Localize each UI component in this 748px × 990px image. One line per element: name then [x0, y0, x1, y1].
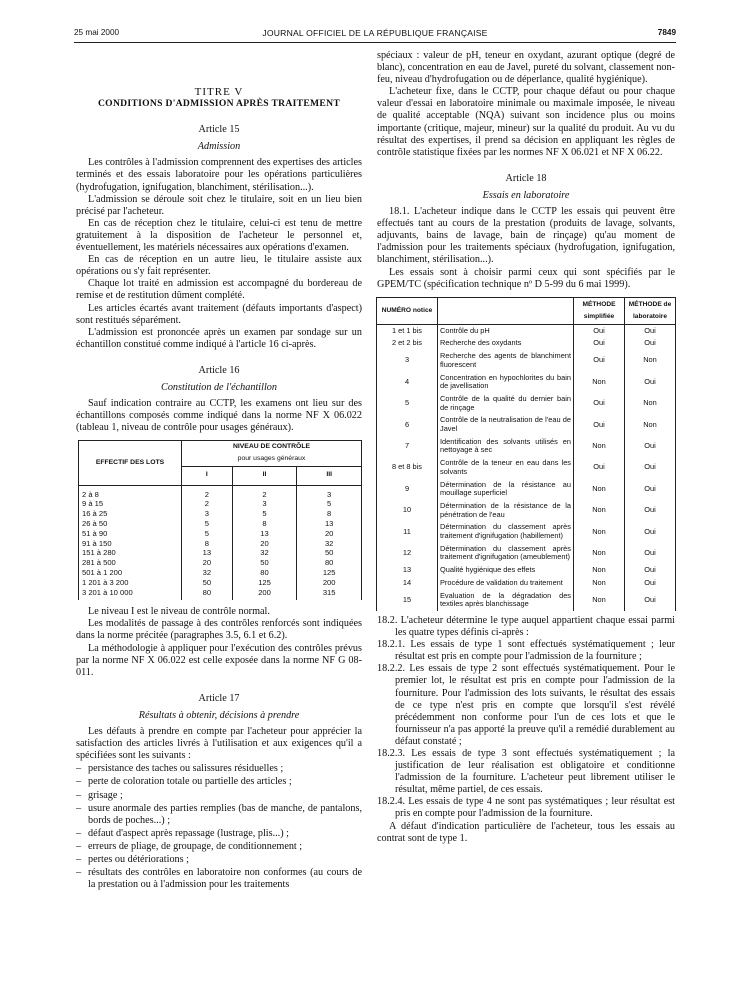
test-label: Concentration en hypochlorites du bain de javellisation	[438, 372, 574, 393]
after-table-paragraphs	[76, 606, 362, 679]
dash-marker: –	[76, 763, 82, 775]
table-row	[377, 372, 676, 393]
level-iii-value: 32	[297, 539, 362, 549]
titre-heading: TITRE V	[194, 86, 244, 98]
nqa-paragraph: L'acheteur fixe, dans le CCTP, pour chaque défaut ou pour chaque valeur d'essai en laboratoire minimale ou maximale imposée, le niveau de qualité acceptable (NQA) suivant son incidence plus ou moins importante (critique, majeur, mineur) sur la qualité du produit. Au vu du résultat des expertises, il prend sa décision en appliquant les règles de contrôle statistique fixées par les normes NF X 06.021 et NF X 06.22.	[377, 86, 675, 158]
table-row	[377, 521, 676, 542]
item-text: Les essais de type 3 sont effectués systématiquement ; la justification de leur réalisation est obligatoire et conditionne l'admission de la fourniture. L'acheteur peut librement utiliser le résultat, même partiel, de ces essais.	[395, 748, 676, 796]
lab-method-value: Oui	[625, 521, 676, 542]
header-date: 25 mai 2000	[74, 28, 120, 37]
right-column	[377, 50, 675, 845]
notice-number: 14	[377, 577, 438, 590]
numbered-item	[377, 748, 675, 796]
after-table-paragraph: Le niveau I est le niveau de contrôle normal.	[88, 606, 270, 618]
level-i-value: 2	[182, 485, 233, 499]
lot-range: 26 à 50	[79, 519, 182, 529]
level-ii-value: 8	[232, 519, 297, 529]
article-15-title: Article 15	[198, 124, 240, 136]
level-ii-value: 20	[232, 539, 297, 549]
level-i-value: 50	[182, 578, 233, 588]
level-iii-value: 3	[297, 485, 362, 499]
lot-range: 51 à 90	[79, 529, 182, 539]
notice-number: 6	[377, 414, 438, 435]
simplified-method-value: Non	[574, 372, 625, 393]
list-item-text: erreurs de pliage, de groupage, de conditionnement ;	[88, 840, 303, 852]
lab-method-value: Oui	[625, 436, 676, 457]
simplified-method-value: Oui	[574, 337, 625, 350]
test-label: Evaluation de la dégradation des textiles après blanchissage	[438, 590, 574, 611]
table-row	[377, 436, 676, 457]
item-number: 18.2.	[377, 614, 398, 626]
dash-marker: –	[76, 802, 82, 814]
table-row	[79, 529, 362, 539]
dash-marker: –	[76, 827, 82, 839]
after-table-paragraph: La méthodologie à appliquer pour l'exécution des contrôles prévus par la norme NF X 06.022 est celle exposée dans la norme NF G 08-011.	[76, 642, 362, 678]
col-niveau-label: NIVEAU DE CONTRÔLE	[232, 443, 311, 451]
lab-method-value: Oui	[625, 372, 676, 393]
item-number: 18.2.1.	[377, 639, 406, 651]
table-row	[377, 393, 676, 414]
col-niveau	[182, 441, 362, 466]
level-ii: II	[232, 466, 297, 485]
list-item-text: résultats des contrôles en laboratoire non conformes (au cours de la prestation ou à l'admission pour les traitements	[88, 867, 362, 891]
item-text: Les essais de type 2 sont effectués systématiquement. Pour le premier lot, le résultat est pris en compte pour l'admission de la fourniture. Pour l'admission des lots suivants, le résultat des essais de ce type n'est pris en compte que lorsqu'il s'est révélé précédemment non conforme pour l'un de ces lots et que le fournisseur n'a pas apporté la preuve qu'il a remédié durablement au défaut constaté ;	[395, 663, 676, 747]
lab-method-value: Oui	[625, 564, 676, 577]
item-number: 18.2.4.	[377, 796, 406, 808]
lot-range: 16 à 25	[79, 509, 182, 519]
list-item	[76, 854, 362, 866]
item-text: L'acheteur détermine le type auquel appartient chaque essai parmi les quatre types définis ci-après :	[395, 614, 676, 639]
continued-paragraph: spéciaux : valeur de pH, teneur en oxydant, azurant optique (degré de blanc), concentration en eau de Javel, pureté du solvant, classement non-feu, niveau d'hydrofugation ou de déperlance, qualité hygiénique).	[377, 50, 675, 86]
simplified-method-value: Non	[574, 590, 625, 611]
list-item	[76, 790, 362, 802]
numbered-item	[377, 663, 675, 748]
numbered-item	[377, 639, 675, 663]
level-ii-value: 32	[232, 548, 297, 558]
list-item-text: grisage ;	[88, 789, 123, 801]
test-label: Contrôle du pH	[438, 324, 574, 337]
article-15-body	[76, 157, 362, 351]
level-iii-value: 20	[297, 529, 362, 539]
notice-number: 4	[377, 372, 438, 393]
notice-number: 8 et 8 bis	[377, 457, 438, 478]
list-item	[76, 776, 362, 788]
lab-tests-table	[376, 297, 676, 611]
col-numero: NUMÉRO notice	[377, 297, 438, 324]
article-18-subtitle: Essais en laboratoire	[482, 189, 570, 201]
dash-marker: –	[76, 853, 82, 865]
level-i-value: 5	[182, 529, 233, 539]
test-label: Détermination de la résistance de la pénétration de l'eau	[438, 500, 574, 521]
sample-size-table	[78, 440, 362, 600]
table-row	[79, 499, 362, 509]
level-i: I	[182, 466, 233, 485]
list-item-text: défaut d'aspect après repassage (lustrage, plis...) ;	[88, 827, 289, 839]
notice-number: 10	[377, 500, 438, 521]
simplified-method-value: Non	[574, 577, 625, 590]
level-ii-value: 5	[232, 509, 297, 519]
list-item-text: perte de coloration totale ou partielle des articles ;	[88, 776, 292, 788]
list-item-text: persistance des taches ou salissures résiduelles ;	[88, 763, 284, 775]
lot-range: 3 201 à 10 000	[79, 588, 182, 601]
notice-number: 9	[377, 479, 438, 500]
article-15-paragraph: En cas de réception en un autre lieu, le titulaire assiste aux opérations ou s'y fait représenter.	[76, 254, 362, 278]
table-row	[79, 558, 362, 568]
article-18-body	[377, 206, 675, 291]
lab-method-value: Oui	[625, 457, 676, 478]
article-15-paragraph: Chaque lot traité en admission est accompagné du bordereau de remise et de restitution dûment complété.	[76, 278, 362, 302]
level-i-value: 80	[182, 588, 233, 601]
simplified-method-value: Non	[574, 564, 625, 577]
list-item	[76, 828, 362, 840]
test-label: Détermination de la résistance au mouillage superficiel	[438, 479, 574, 500]
level-i-value: 20	[182, 558, 233, 568]
notice-number: 5	[377, 393, 438, 414]
table-row	[79, 568, 362, 578]
article-15-paragraph: En cas de réception chez le titulaire, celui-ci est tenu de mettre gratuitement à la disposition de l'acheteur le personnel et, éventuellement, les matériels nécessaires aux opérations d'examen.	[76, 217, 362, 254]
after-table-paragraph: Les modalités de passage à des contrôles renforcés sont indiquées dans la norme précitée (paragraphes 3.5, 6.1 et 6.2).	[76, 618, 362, 642]
simplified-method-value: Oui	[574, 393, 625, 414]
test-label: Contrôle de la neutralisation de l'eau de Javel	[438, 414, 574, 435]
table-row	[377, 577, 676, 590]
table-row	[377, 590, 676, 611]
col-effectif: EFFECTIF DES LOTS	[79, 441, 182, 485]
lab-method-value: Non	[625, 414, 676, 435]
list-item	[76, 867, 362, 891]
notice-number: 15	[377, 590, 438, 611]
level-i-value: 2	[182, 499, 233, 509]
level-i-value: 32	[182, 568, 233, 578]
level-ii-value: 3	[232, 499, 297, 509]
table-row	[377, 543, 676, 564]
defects-list	[76, 763, 362, 891]
page-header	[74, 28, 676, 42]
level-ii-value: 13	[232, 529, 297, 539]
final-paragraph: A défaut d'indication particulière de l'acheteur, tous les essais au contrat sont de type 1.	[377, 820, 675, 844]
notice-number: 1 et 1 bis	[377, 324, 438, 337]
simplified-method-value: Oui	[574, 414, 625, 435]
lab-method-value: Oui	[625, 500, 676, 521]
article-15-paragraph: L'admission est prononcée après un examen par sondage sur un échantillon constitué comme indiqué à l'article 16 ci-après.	[76, 326, 362, 350]
level-ii-value: 200	[232, 588, 297, 601]
test-label: Recherche des oxydants	[438, 337, 574, 350]
level-i-value: 13	[182, 548, 233, 558]
notice-number: 13	[377, 564, 438, 577]
lab-method-value: Oui	[625, 543, 676, 564]
item-number: 18.2.3.	[377, 748, 406, 759]
table-row	[377, 414, 676, 435]
article-18-paragraph: 18.1. L'acheteur indique dans le CCTP les essais qui peuvent être effectués tant au cours de la prestation (produits de lavage, solvants, adjuvants, bains de lavage, bain de rinçage) qu'au moment de l'admission pour les traitements spéciaux (hydrofugation, ignifugation, blanchiment, stérilisation...).	[377, 206, 675, 266]
lot-range: 9 à 15	[79, 499, 182, 509]
list-item	[76, 841, 362, 853]
header-page-number: 7849	[657, 28, 676, 37]
article-16-title: Article 16	[198, 364, 240, 376]
notice-number: 7	[377, 436, 438, 457]
test-types-list	[377, 615, 675, 821]
lab-method-value: Oui	[625, 590, 676, 611]
dash-marker: –	[76, 840, 82, 852]
level-iii: III	[297, 466, 362, 485]
notice-number: 2 et 2 bis	[377, 337, 438, 350]
dash-marker: –	[76, 776, 82, 788]
header-rule	[74, 42, 676, 43]
dash-marker: –	[76, 867, 82, 879]
level-ii-value: 125	[232, 578, 297, 588]
table-row	[377, 564, 676, 577]
article-16-paragraph: Sauf indication contraire au CCTP, les examens ont lieu sur des échantillons composés comme indiqué dans la norme NF X 06.022 (tableau 1, niveau de contrôle pour usages généraux).	[76, 398, 362, 434]
list-item	[76, 763, 362, 775]
lab-method-value: Oui	[625, 337, 676, 350]
table-row	[79, 485, 362, 499]
test-label: Détermination du classement après traitement d'ignifugation (habillement)	[438, 521, 574, 542]
simplified-method-value: Non	[574, 479, 625, 500]
table-row	[377, 324, 676, 337]
lab-method-value: Oui	[625, 324, 676, 337]
lot-range: 2 à 8	[79, 485, 182, 499]
simplified-method-value: Oui	[574, 457, 625, 478]
article-17-paragraph: Les défauts à prendre en compte par l'acheteur pour apprécier la satisfaction des articles livrés à l'utilisation et aux exigences qu'il a spécifiées sont les suivants :	[76, 726, 362, 762]
lot-range: 501 à 1 200	[79, 568, 182, 578]
titre-subheading: CONDITIONS D'ADMISSION APRÈS TRAITEMENT	[97, 98, 341, 110]
col-essai	[438, 297, 574, 324]
list-item-text: usure anormale des parties remplies (bas de manche, de pantalons, bords de poches...) ;	[88, 802, 362, 826]
item-text: Les essais de type 1 sont effectués systématiquement ; leur résultat est pris en compte pour l'admission de la fourniture ;	[395, 639, 676, 663]
article-16-subtitle: Constitution de l'échantillon	[161, 381, 277, 393]
notice-number: 12	[377, 543, 438, 564]
table-row	[79, 519, 362, 529]
lab-method-value: Non	[625, 393, 676, 414]
article-15-paragraph: Les contrôles à l'admission comprennent des expertises des articles terminés et des essais laboratoire pour les opérations particulières (hydrofugation, ignifugation, blanchiment, stérilisation...).	[76, 157, 362, 193]
table-row	[377, 337, 676, 350]
lab-method-value: Oui	[625, 479, 676, 500]
col-simplifiee: MÉTHODE simplifiée	[574, 297, 625, 324]
level-iii-value: 315	[297, 588, 362, 601]
test-label: Identification des solvants utilisés en nettoyage à sec	[438, 436, 574, 457]
col-niveau-sublabel: pour usages généraux	[237, 455, 306, 463]
table-row	[377, 457, 676, 478]
level-i-value: 3	[182, 509, 233, 519]
numbered-item	[377, 796, 675, 820]
simplified-method-value: Oui	[574, 350, 625, 371]
left-column	[76, 50, 362, 892]
table-row	[377, 500, 676, 521]
numbered-item	[377, 615, 675, 639]
simplified-method-value: Non	[574, 543, 625, 564]
notice-number: 3	[377, 350, 438, 371]
level-i-value: 5	[182, 519, 233, 529]
article-18-paragraph: Les essais sont à choisir parmi ceux qui sont spécifiés par le GPEM/TC (spécification technique nº D 5-99 du 6 mai 1999).	[377, 266, 675, 290]
lot-range: 151 à 280	[79, 548, 182, 558]
level-ii-value: 50	[232, 558, 297, 568]
lot-range: 1 201 à 3 200	[79, 578, 182, 588]
list-item	[76, 803, 362, 827]
article-15-paragraph: L'admission se déroule soit chez le titulaire, soit en un lieu bien précisé par l'acheteur.	[76, 193, 362, 217]
table-row	[377, 479, 676, 500]
simplified-method-value: Non	[574, 521, 625, 542]
simplified-method-value: Oui	[574, 324, 625, 337]
list-item-text: pertes ou détériorations ;	[88, 853, 189, 865]
lab-method-value: Non	[625, 350, 676, 371]
test-label: Recherche des agents de blanchiment fluorescent	[438, 350, 574, 371]
level-iii-value: 80	[297, 558, 362, 568]
test-label: Contrôle de la teneur en eau dans les solvants	[438, 457, 574, 478]
level-ii-value: 80	[232, 568, 297, 578]
lab-method-value: Oui	[625, 577, 676, 590]
col-laboratoire: MÉTHODE de laboratoire	[625, 297, 676, 324]
table-row	[79, 578, 362, 588]
table-row	[377, 350, 676, 371]
simplified-method-value: Non	[574, 500, 625, 521]
level-iii-value: 5	[297, 499, 362, 509]
table-row	[79, 588, 362, 601]
level-i-value: 8	[182, 539, 233, 549]
level-iii-value: 13	[297, 519, 362, 529]
level-iii-value: 200	[297, 578, 362, 588]
article-17-subtitle: Résultats à obtenir, décisions à prendre	[138, 709, 300, 721]
table-row	[79, 548, 362, 558]
level-ii-value: 2	[232, 485, 297, 499]
level-iii-value: 8	[297, 509, 362, 519]
level-iii-value: 125	[297, 568, 362, 578]
item-number: 18.2.2.	[377, 663, 406, 675]
notice-number: 11	[377, 521, 438, 542]
article-17-title: Article 17	[198, 692, 240, 704]
test-label: Qualité hygiénique des effets	[438, 564, 574, 577]
item-text: Les essais de type 4 ne sont pas systématiques ; leur résultat est pris en compte pour l'admission de la fourniture.	[395, 796, 676, 820]
dash-marker: –	[76, 789, 82, 801]
lot-range: 91 à 150	[79, 539, 182, 549]
table-row	[79, 509, 362, 519]
simplified-method-value: Non	[574, 436, 625, 457]
article-15-subtitle: Admission	[197, 141, 241, 153]
header-journal-title: JOURNAL OFFICIEL DE LA RÉPUBLIQUE FRANÇAISE	[262, 28, 488, 38]
test-label: Procédure de validation du traitement	[438, 577, 574, 590]
lot-range: 281 à 500	[79, 558, 182, 568]
level-iii-value: 50	[297, 548, 362, 558]
article-18-title: Article 18	[505, 172, 547, 184]
table-row	[79, 539, 362, 549]
test-label: Détermination du classement après traitement d'ignifugation (ameublement)	[438, 543, 574, 564]
test-label: Contrôle de la qualité du dernier bain de rinçage	[438, 393, 574, 414]
article-15-paragraph: Les articles écartés avant traitement (défauts importants d'aspect) sont restitués séparément.	[76, 302, 362, 326]
